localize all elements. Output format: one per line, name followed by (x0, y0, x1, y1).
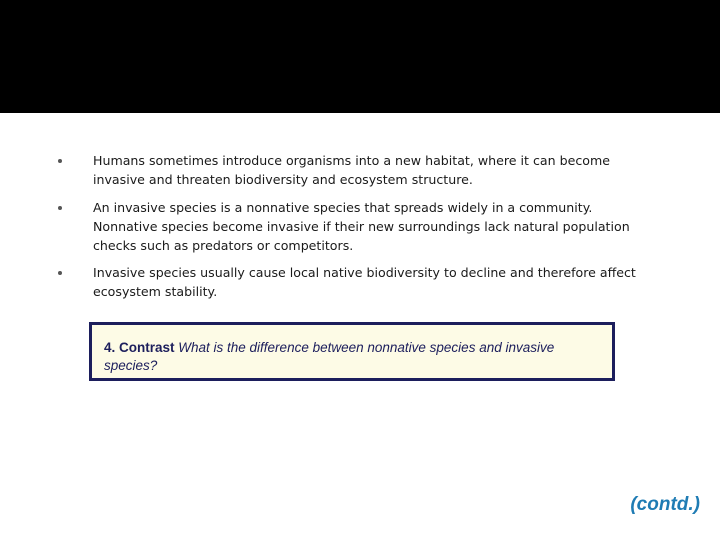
question-body: What is the difference between nonnative species and invasive species? (104, 340, 555, 373)
bullet-text: Invasive species usually cause local native biodiversity to decline and therefore affect ecosystem stability. (93, 265, 636, 299)
bullet-dot-icon (58, 271, 62, 275)
bullet-dot-icon (58, 159, 62, 163)
question-text (104, 339, 594, 375)
continued-label: (contd.) (630, 494, 700, 515)
bullet-text: An invasive species is a nonnative species that spreads widely in a community. Nonnative species become invasive if their new surroundings lack natural population checks such as predators or competitors. (93, 200, 630, 253)
bullet-text: Humans sometimes introduce organisms into a new habitat, where it can become invasive and threaten biodiversity and ecosystem structure. (93, 153, 611, 187)
question-box (89, 322, 615, 381)
bullet-dot-icon (58, 206, 62, 210)
question-label: 4. Contrast (104, 340, 179, 355)
title-bar (0, 0, 720, 113)
